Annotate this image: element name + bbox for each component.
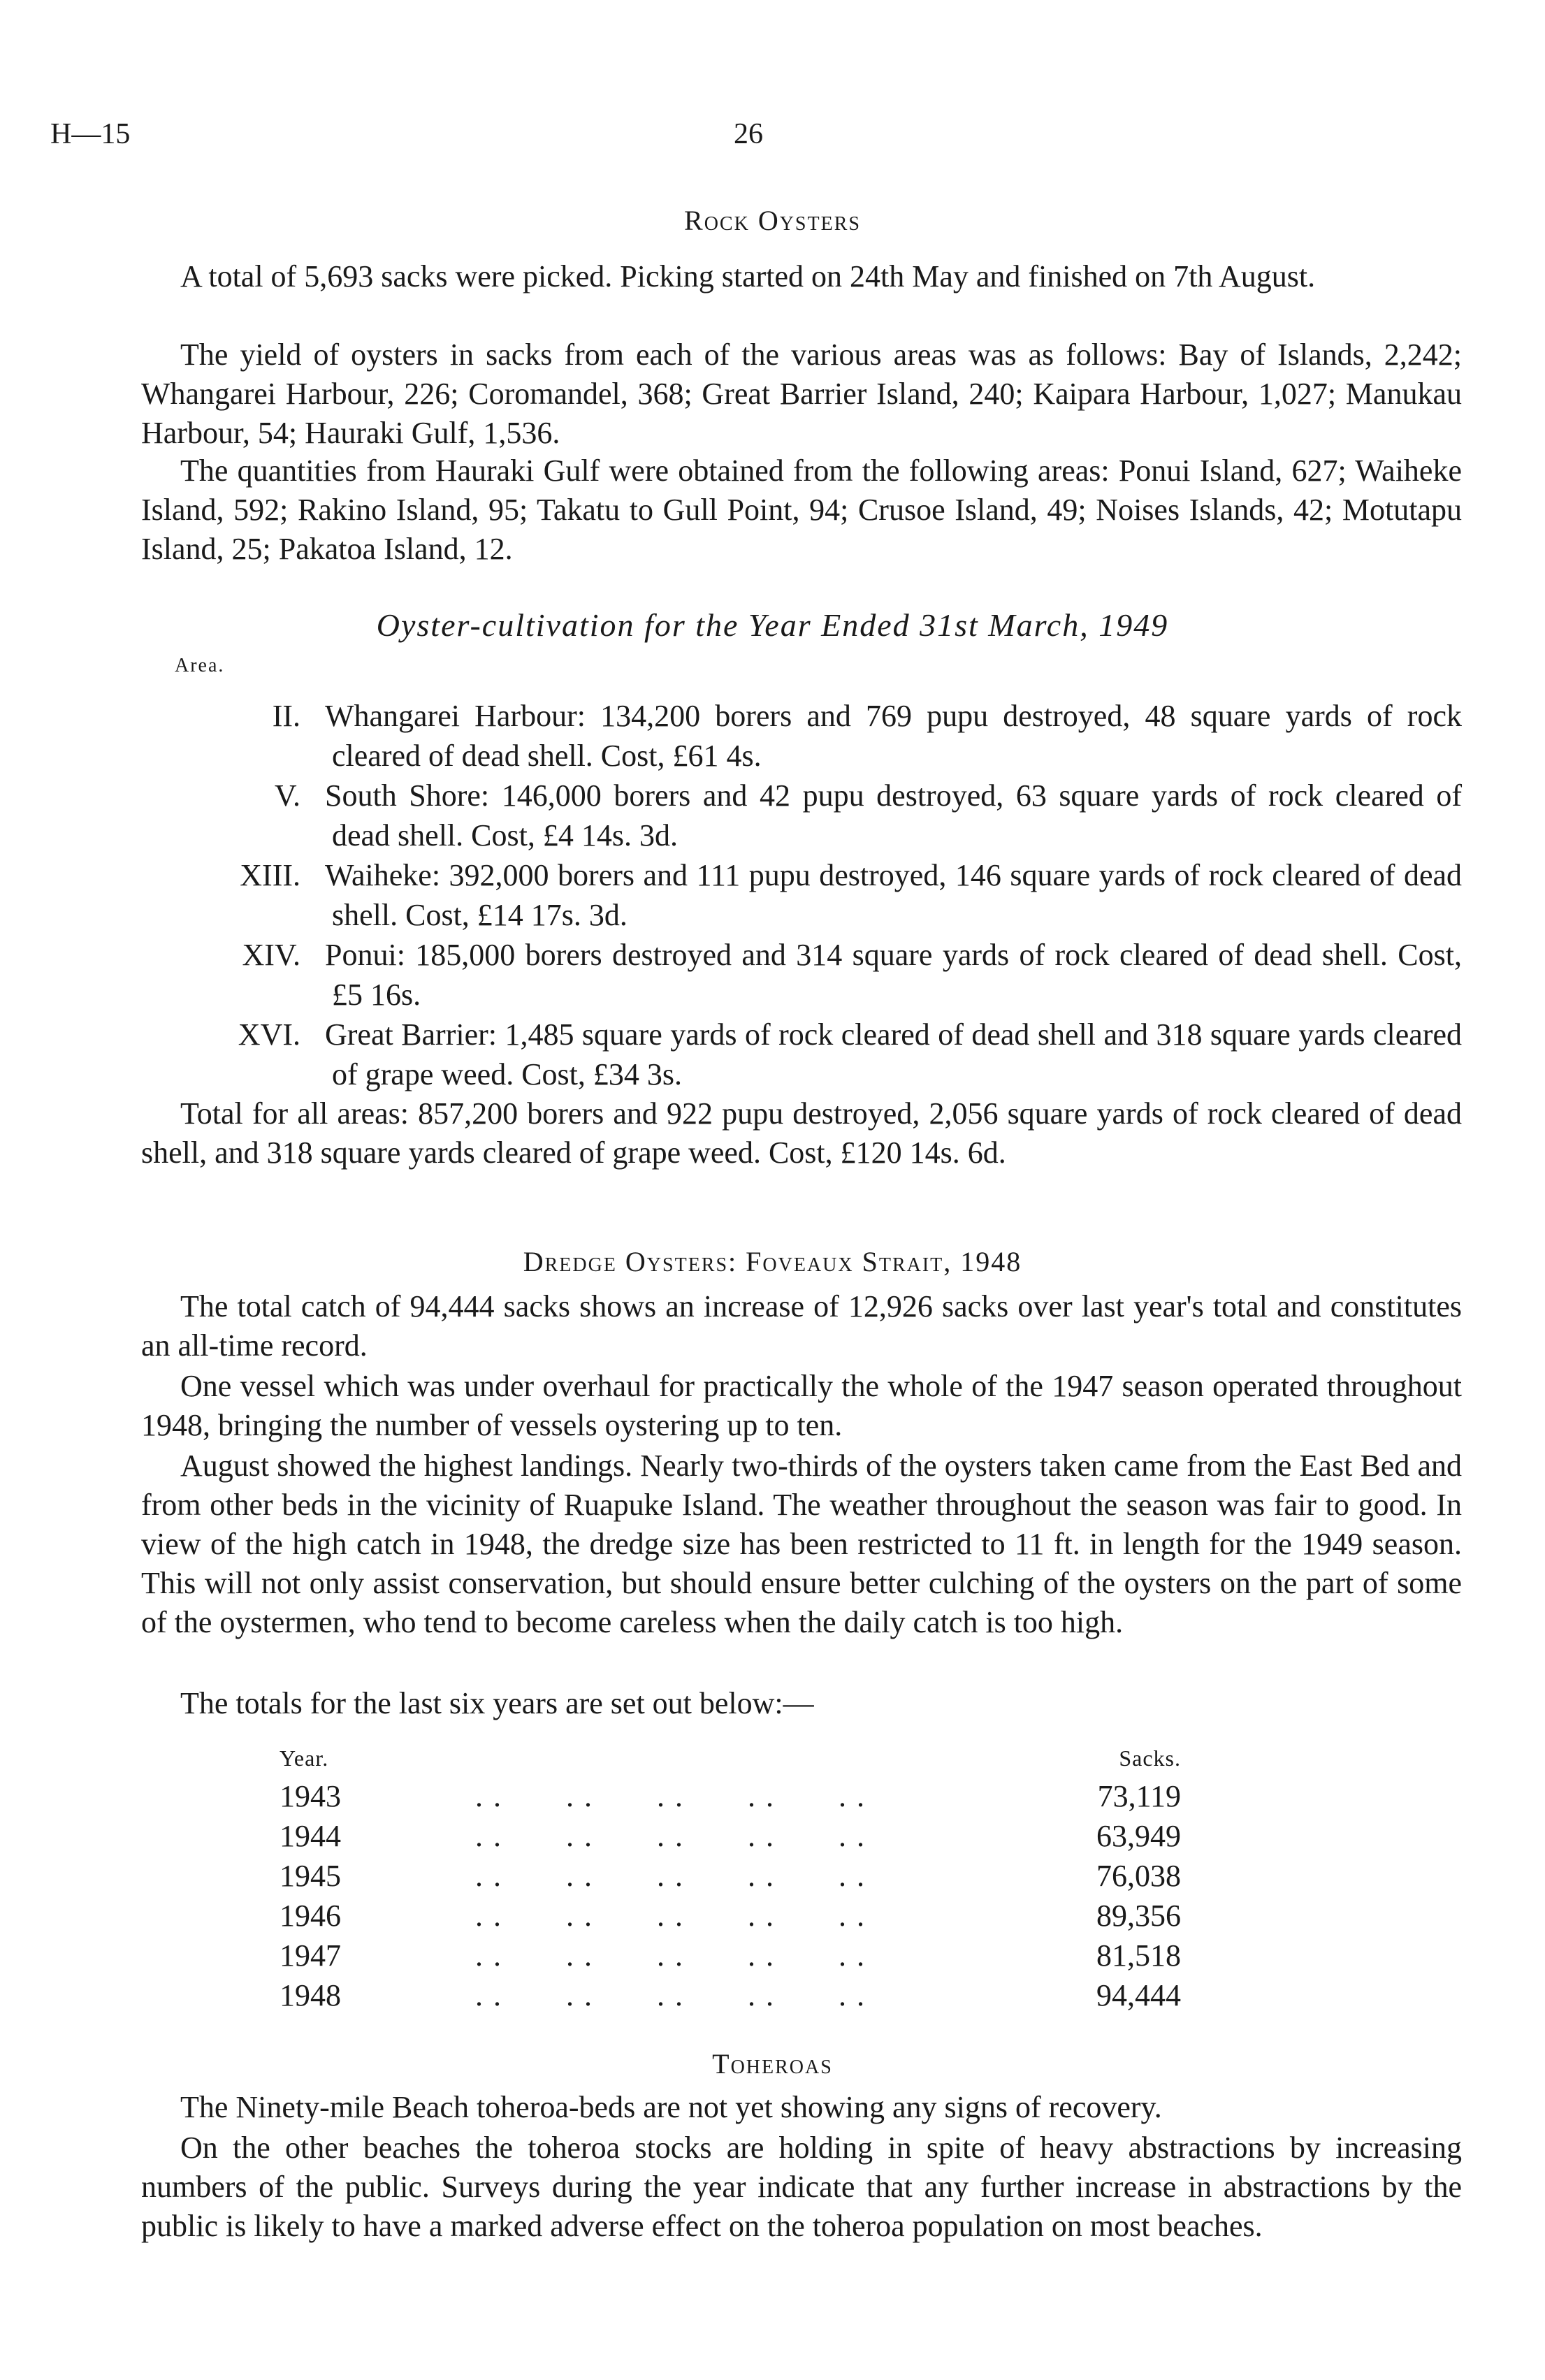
area-description: Ponui: 185,000 borers destroyed and 314 square yards of rock cleared of dead shell. Cost, £5 16s.	[325, 938, 1462, 1012]
sacks-by-year-table	[280, 1740, 1181, 2015]
year-cell: 1945	[280, 1859, 341, 1893]
toheroas-para-2: On the other beaches the toheroa stocks are holding in spite of heavy abstractions by increasing numbers of the public. Surveys during the year indicate that any further increase in abstractions by the public is likely to have a marked adverse effect on the toheroa population on most beaches.	[141, 2131, 1462, 2243]
table-row	[280, 1975, 1181, 2015]
table-row	[280, 1816, 1181, 1856]
sacks-cell: 73,119	[1097, 1779, 1181, 1813]
area-entry	[140, 776, 1462, 855]
rock-oysters-para-1: A total of 5,693 sacks were picked. Picking started on 24th May and finished on 7th August.	[180, 259, 1316, 293]
area-number: II.	[272, 699, 300, 733]
area-entry	[140, 935, 1462, 1015]
table-header-row	[280, 1740, 1181, 1776]
dredge-para-1: The total catch of 94,444 sacks shows an increase of 12,926 sacks over last year's total and constitutes an all-time record.	[141, 1289, 1462, 1363]
area-number: V.	[274, 778, 300, 813]
rock-oysters-para-2: The yield of oysters in sacks from each of the various areas was as follows: Bay of Islands, 2,242; Whangarei Harbour, 226; Coromandel, 368; Great Barrier Island, 240; Kaipara Harbour, 1,027; Manukau Harbour, 54; Hauraki Gulf, 1,536.	[141, 338, 1462, 450]
page-number: 26	[734, 118, 763, 150]
cultivation-heading: Oyster-cultivation for the Year Ended 31st March, 1949	[376, 607, 1169, 643]
area-description: South Shore: 146,000 borers and 42 pupu destroyed, 63 square yards of rock cleared of dead shell. Cost, £4 14s. 3d.	[325, 778, 1462, 852]
sacks-cell: 81,518	[1096, 1938, 1181, 1973]
year-cell: 1947	[280, 1938, 341, 1973]
toheroas-para-1: The Ninety-mile Beach toheroa-beds are not yet showing any signs of recovery.	[180, 2090, 1162, 2124]
sacks-cell: 76,038	[1096, 1859, 1181, 1893]
leader-dots: . . . . . . . . . .	[475, 1819, 866, 1853]
leader-dots: . . . . . . . . . .	[475, 1938, 866, 1973]
year-cell: 1944	[280, 1819, 341, 1853]
rock-oysters-heading: Rock Oysters	[684, 205, 861, 236]
year-cell: 1943	[280, 1779, 341, 1813]
dredge-para-3: August showed the highest landings. Nearly two-thirds of the oysters taken came from the East Bed and from other beds in the vicinity of Ruapuke Island. The weather throughout the season was fair to good. In view of the high catch in 1948, the dredge size has been restricted to 11 ft. in length for the 1949 season. This will not only assist conservation, but should ensure better culching of the oysters on the part of some of the oystermen, who tend to become careless when the daily catch is too high.	[141, 1449, 1462, 1639]
table-row	[280, 1896, 1181, 1936]
sacks-cell: 63,949	[1096, 1819, 1181, 1853]
dredge-oysters-heading: Dredge Oysters: Foveaux Strait, 1948	[523, 1246, 1022, 1277]
area-entry	[140, 1015, 1462, 1094]
leader-dots: . . . . . . . . . .	[475, 1899, 866, 1933]
table-row	[280, 1856, 1181, 1896]
dredge-para-4: The totals for the last six years are set out below:—	[180, 1686, 814, 1720]
area-description: Great Barrier: 1,485 square yards of rock cleared of dead shell and 318 square yards cleared of grape weed. Cost, £34 3s.	[325, 1017, 1462, 1091]
year-column-header: Year.	[280, 1745, 329, 1771]
area-number: XIV.	[242, 938, 300, 972]
leader-dots: . . . . . . . . . .	[475, 1978, 866, 2012]
dredge-para-2: One vessel which was under overhaul for practically the whole of the 1947 season operated throughout 1948, bringing the number of vessels oystering up to ten.	[141, 1369, 1462, 1442]
area-number: XVI.	[238, 1017, 300, 1052]
cultivation-total: Total for all areas: 857,200 borers and 922 pupu destroyed, 2,056 square yards of rock cleared of dead shell, and 318 square yards cleared of grape weed. Cost, £120 14s. 6d.	[141, 1096, 1462, 1170]
year-cell: 1946	[280, 1899, 341, 1933]
area-entry	[140, 696, 1462, 776]
area-description: Whangarei Harbour: 134,200 borers and 769 pupu destroyed, 48 square yards of rock cleared of dead shell. Cost, £61 4s.	[325, 699, 1462, 773]
year-cell: 1948	[280, 1978, 341, 2012]
sacks-cell: 94,444	[1096, 1978, 1181, 2012]
sacks-cell: 89,356	[1096, 1899, 1181, 1933]
table-row	[280, 1776, 1181, 1816]
area-description: Waiheke: 392,000 borers and 111 pupu destroyed, 146 square yards of rock cleared of dead shell. Cost, £14 17s. 3d.	[325, 858, 1462, 932]
leader-dots: . . . . . . . . . .	[475, 1859, 866, 1893]
toheroas-heading: Toheroas	[712, 2048, 833, 2080]
sacks-column-header: Sacks.	[1119, 1745, 1181, 1771]
leader-dots: . . . . . . . . . .	[475, 1779, 866, 1813]
area-entry	[140, 855, 1462, 935]
area-column-label: Area.	[175, 655, 225, 676]
document-reference: H—15	[50, 118, 131, 150]
dots-column-header	[475, 1740, 1020, 1776]
rock-oysters-para-3: The quantities from Hauraki Gulf were obtained from the following areas: Ponui Island, 627; Waiheke Island, 592; Rakino Island, 95; Takatu to Gull Point, 94; Crusoe Island, 49; Noises Islands, 42; Motutapu Island, 25; Pakatoa Island, 12.	[141, 453, 1462, 566]
table-row	[280, 1936, 1181, 1975]
area-number: XIII.	[240, 858, 300, 892]
